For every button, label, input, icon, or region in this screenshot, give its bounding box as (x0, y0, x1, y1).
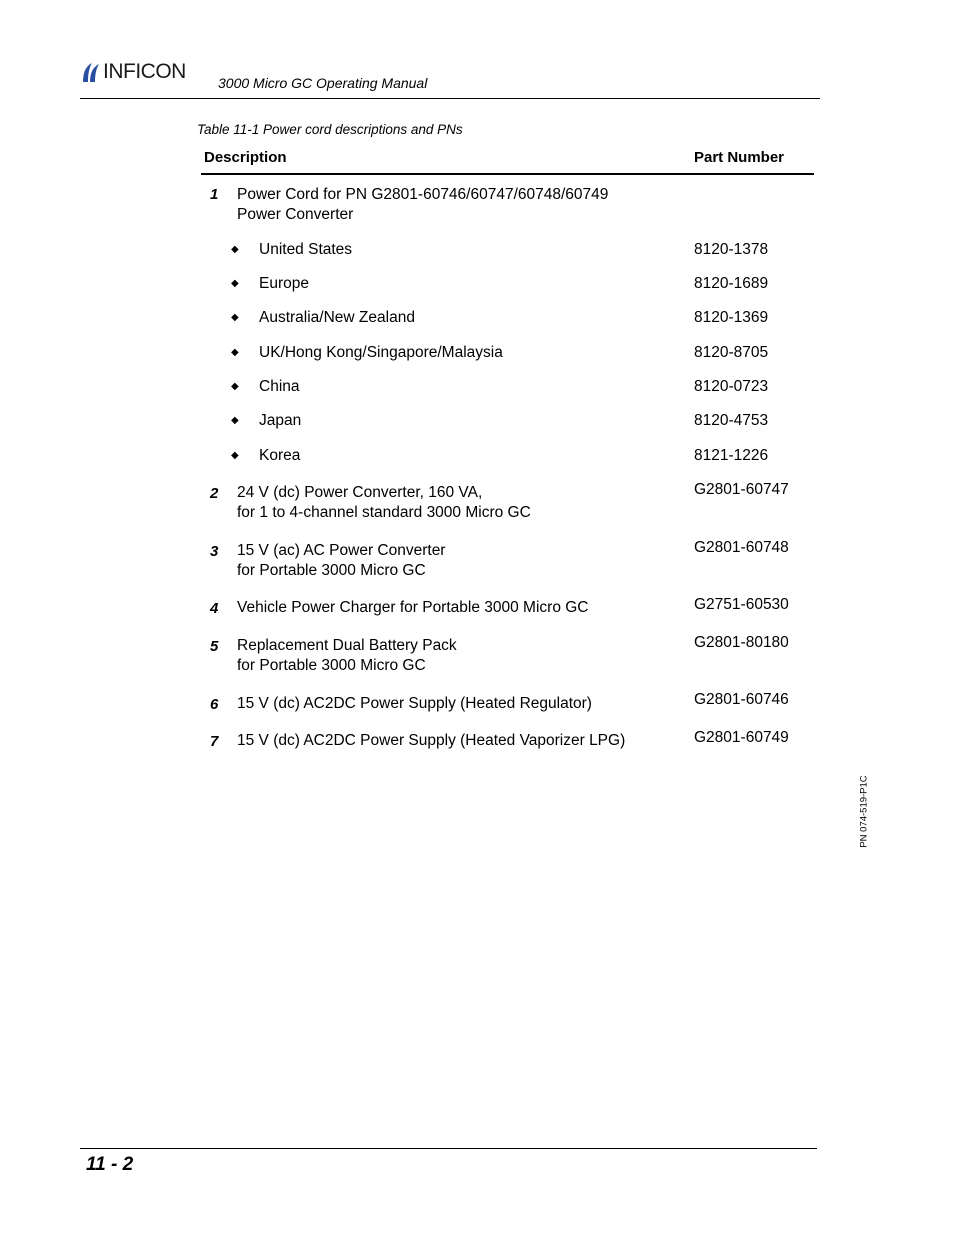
sub-item-part-number: 8120-8705 (694, 344, 769, 361)
item-description-line: Vehicle Power Charger for Portable 3000 Micro GC (237, 599, 589, 616)
item-description-line: 15 V (dc) AC2DC Power Supply (Heated Vaporizer LPG) (237, 732, 626, 749)
bullet-icon: ◆ (231, 450, 239, 461)
table-caption: Table 11-1 Power cord descriptions and PNs (197, 122, 463, 137)
sub-item-part-number: 8120-1378 (694, 241, 769, 258)
sub-item-label: Japan (259, 412, 302, 429)
item-part-number: G2751-60530 (694, 596, 789, 613)
header-divider (80, 98, 820, 99)
sub-item-part-number: 8120-0723 (694, 378, 769, 395)
page-number: 11 - 2 (86, 1154, 134, 1175)
column-header-description: Description (204, 149, 287, 166)
sub-item-part-number: 8121-1226 (694, 447, 769, 464)
item-description-line: Power Converter (237, 206, 354, 223)
bullet-icon: ◆ (231, 381, 239, 392)
inficon-logo (80, 58, 186, 86)
document-part-number: PN 074-519-P1C (858, 775, 870, 848)
item-number: 7 (210, 733, 219, 750)
bullet-icon: ◆ (231, 278, 239, 289)
sub-item-label: Australia/New Zealand (259, 309, 415, 326)
item-part-number: G2801-60746 (694, 691, 789, 708)
column-header-part-number: Part Number (694, 149, 785, 166)
item-part-number: G2801-80180 (694, 634, 789, 651)
item-description-line: Power Cord for PN G2801-60746/60747/60748/60749 (237, 186, 609, 203)
item-description (237, 636, 457, 676)
sub-item-label: China (259, 378, 300, 395)
item-number: 1 (210, 186, 219, 203)
manual-title: 3000 Micro GC Operating Manual (218, 75, 428, 91)
item-number: 6 (210, 696, 219, 713)
sub-item-label: Europe (259, 275, 309, 292)
sub-item-part-number: 8120-4753 (694, 412, 769, 429)
item-description-line: for 1 to 4-channel standard 3000 Micro GC (237, 504, 531, 521)
item-part-number: G2801-60748 (694, 539, 789, 556)
item-description-line: Replacement Dual Battery Pack (237, 637, 457, 654)
item-number: 2 (210, 485, 219, 502)
sub-item-part-number: 8120-1689 (694, 275, 769, 292)
item-description-line: for Portable 3000 Micro GC (237, 657, 426, 674)
sub-item-label: Korea (259, 447, 301, 464)
item-number: 4 (210, 600, 219, 617)
bullet-icon: ◆ (231, 415, 239, 426)
table-header-rule (201, 173, 814, 175)
item-description (237, 541, 445, 581)
inficon-logo-icon (80, 60, 100, 84)
item-description (237, 483, 531, 523)
item-description (237, 598, 589, 618)
item-number: 3 (210, 543, 219, 560)
item-description-line: 15 V (dc) AC2DC Power Supply (Heated Regulator) (237, 695, 592, 712)
item-number: 5 (210, 638, 219, 655)
logo-text: INFICON (103, 60, 186, 83)
bullet-icon: ◆ (231, 244, 239, 255)
item-description (237, 185, 608, 225)
bullet-icon: ◆ (231, 312, 239, 323)
footer-divider (80, 1148, 817, 1149)
sub-item-label: UK/Hong Kong/Singapore/Malaysia (259, 344, 503, 361)
item-description-line: for Portable 3000 Micro GC (237, 562, 426, 579)
bullet-icon: ◆ (231, 347, 239, 358)
sub-item-part-number: 8120-1369 (694, 309, 769, 326)
item-description (237, 731, 625, 751)
item-description (237, 694, 592, 714)
item-description-line: 24 V (dc) Power Converter, 160 VA, (237, 484, 483, 501)
item-part-number: G2801-60749 (694, 729, 789, 746)
item-description-line: 15 V (ac) AC Power Converter (237, 542, 446, 559)
item-part-number: G2801-60747 (694, 481, 789, 498)
sub-item-label: United States (259, 241, 353, 258)
